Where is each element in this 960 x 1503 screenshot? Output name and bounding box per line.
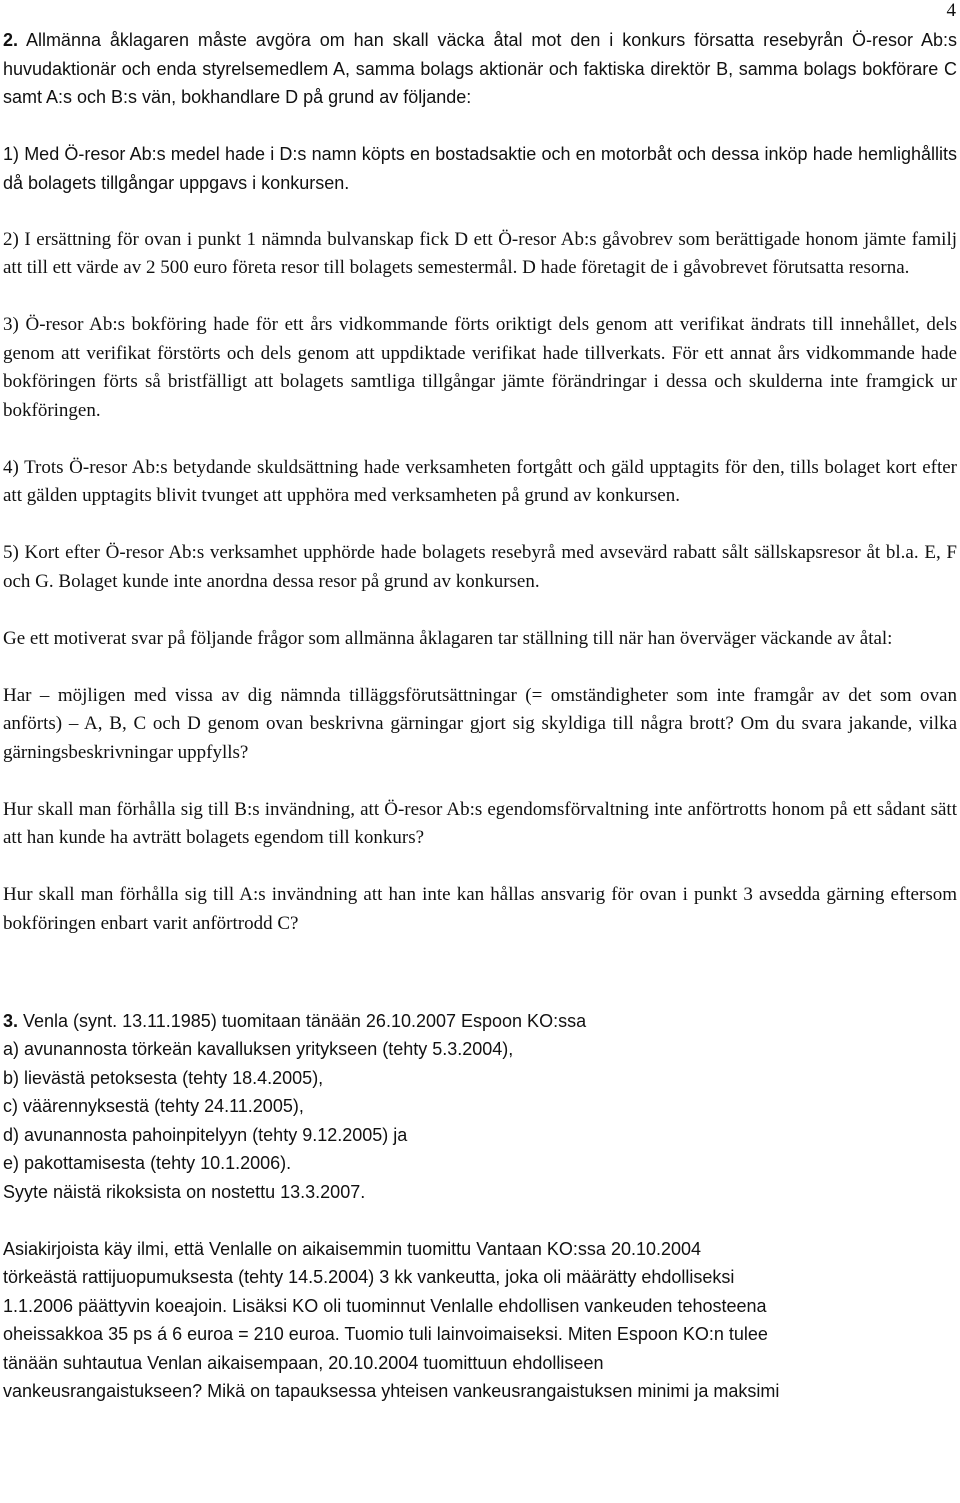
section-3 [3, 1007, 957, 1406]
section-3-line-4: d) avunannosta pahoinpitelyyn (tehty 9.12.2005) ja [3, 1124, 408, 1145]
section-3-line-5: e) pakottamisesta (tehty 10.1.2006). [3, 1153, 292, 1173]
section-3-line-6: Syyte näistä rikoksista on nostettu 13.3.2007. [3, 1181, 366, 1202]
section-3-line-3: c) väärennyksestä (tehty 24.11.2005), [3, 1096, 304, 1116]
question-3: Hur skall man förhålla sig till A:s invändning att han inte kan hållas ansvarig för ovan i punkt 3 avsedda gärning eftersom bokföringen enbart varit anförtrodd C? [3, 884, 957, 934]
page-number: 4 [946, 0, 956, 21]
section-2-intro-text: Allmänna åklagaren måste avgöra om han skall väcka åtal mot den i konkurs försatta resebyrån Ö-resor Ab:s huvudaktionär och enda styrelsemedlem A, samma bolags aktionär och faktiska direktör B, samma bolags bokförare C samt A:s och B:s vän, bokhandlare D på grund av följande: [3, 30, 957, 107]
item-5: 5) Kort efter Ö-resor Ab:s verksamhet upphörde hade bolagets resebyrå med avsevärd rabatt sålt sällskapsresor åt bl.a. E, F och G. Bolaget kunde inte anordna dessa resor på grund av konkursen. [3, 542, 957, 592]
item-2: 2) I ersättning för ovan i punkt 1 nämnda bulvanskap fick D ett Ö-resor Ab:s gåvobrev som berättigade honom jämte familj att till ett värde av 2 500 euro företa resor till bolagets semestermål. D hade företagit de i gåvobrevet förutsatta resorna. [3, 228, 957, 278]
section-3-paragraph-line-0: Asiakirjoista käy ilmi, että Venlalle on aikaisemmin tuomittu Vantaan KO:ssa 20.10.2004 [3, 1238, 702, 1259]
section-2 [3, 26, 957, 938]
section-3-paragraph-line-3: oheissakkoa 35 ps á 6 euroa = 210 euroa. Tuomio tuli lainvoimaiseksi. Miten Espoon KO:n tulee [3, 1324, 768, 1344]
section-3-paragraph-line-4: tänään suhtautua Venlan aikaisempaan, 20.10.2004 tuomittuun ehdolliseen [3, 1352, 604, 1373]
item-4: 4) Trots Ö-resor Ab:s betydande skuldsättning hade verksamheten fortgått och gäld upptagits för den, tills bolaget kort efter att gälden upptagits blivit tvunget att upphöra med verksamheten på grund av konkursen. [3, 456, 957, 506]
question-2: Hur skall man förhålla sig till B:s invändning, att Ö-resor Ab:s egendomsförvaltning inte anförtrotts honom på ett sådant sätt att han kunde ha avträtt bolagets egendom till konkurs? [3, 798, 957, 848]
section-3-paragraph-line-5: vankeusrangaistukseen? Mikä on tapauksessa yhteisen vankeusrangaistuksen minimi ja maksimi [3, 1381, 780, 1401]
section-3-paragraph-line-1: törkeästä rattijuopumuksesta (tehty 14.5.2004) 3 kk vankeutta, joka oli määrätty ehdolliseksi [3, 1267, 735, 1287]
item-1: 1) Med Ö-resor Ab:s medel hade i D:s namn köpts en bostadsaktie och en motorbåt och dessa inköp hade hemlighållits då bolagets tillgångar uppgavs i konkursen. [3, 144, 957, 193]
section-3-line-1: a) avunannosta törkeän kavalluksen yritykseen (tehty 5.3.2004), [3, 1039, 514, 1059]
section-3-paragraph-line-2: 1.1.2006 päättyvin koeajoin. Lisäksi KO oli tuominnut Venlalle ehdollisen vankeuden tehosteena [3, 1295, 767, 1316]
section-3-number: 3. [3, 1010, 19, 1031]
section-3-line-2: b) lievästä petoksesta (tehty 18.4.2005), [3, 1067, 324, 1088]
question-intro: Ge ett motiverat svar på följande frågor som allmänna åklagaren tar ställning till när han överväger väckande av åtal: [3, 627, 893, 649]
page-content [3, 26, 957, 1406]
section-2-number: 2. [3, 30, 19, 50]
section-3-line-0: 3. Venla (synt. 13.11.1985) tuomitaan tänään 26.10.2007 Espoon KO:ssa [3, 1010, 587, 1031]
section-3-paragraph [3, 1235, 957, 1406]
section-2-intro [3, 26, 957, 112]
item-3: 3) Ö-resor Ab:s bokföring hade för ett års vidkommande förts oriktigt dels genom att verifikat ändrats till innehållet, dels genom att verifikat förstörts och dels genom att uppdiktade verifikat hade tillverkats. För ett annat års vidkommande hade bokföringen förts så bristfälligt att bolagets samtliga tillgångar jämte förändringar i dessa och skulderna inte framgick ur bokföringen. [3, 314, 957, 421]
section-3-list [3, 1007, 957, 1207]
question-1: Har – möjligen med vissa av dig nämnda tilläggsförutsättningar (= omständigheter som inte framgår av det som ovan anförts) – A, B, C och D genom ovan beskrivna gärningar gjort sig skyldiga till några brott? Om du svara jakande, vilka gärningsbeskrivningar uppfylls? [3, 684, 957, 763]
